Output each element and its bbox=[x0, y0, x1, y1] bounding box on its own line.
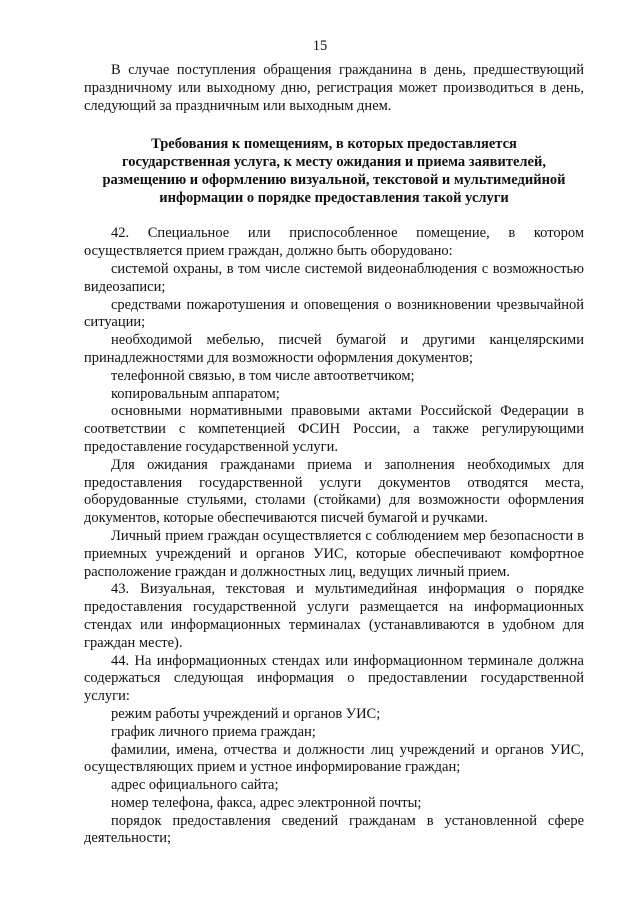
paragraph-43: 43. Визуальная, текстовая и мультимедийная информация о порядке предоставления государственной услуги размещается на информационных стендах или информационных терминалах (устанавливаются в удобном для граждан месте). bbox=[84, 581, 584, 651]
heading-line: информации о порядке предоставления такой услуги bbox=[159, 190, 509, 207]
list-item-furniture: необходимой мебелью, писчей бумагой и другими канцелярскими принадлежностями для возможности оформления документов; bbox=[84, 332, 584, 366]
heading-line: размещению и оформлению визуальной, текстовой и мультимедийной bbox=[102, 172, 566, 189]
list-item-reception-schedule: график личного приема граждан; bbox=[111, 723, 316, 740]
intro-paragraph: В случае поступления обращения гражданина в день, предшествующий праздничному или выходному дню, регистрация может производиться в день, следующий за праздничным или выходным днем. bbox=[84, 62, 584, 114]
list-item-fire: средствами пожаротушения и оповещения о возникновении чрезвычайной ситуации; bbox=[84, 296, 584, 331]
paragraph-waiting: Для ожидания гражданами приема и заполнения необходимых для предоставления государственной услуги документов отводятся места, оборудованные стульями, столами (стойками) для возможности оформления документов, которые обеспечиваются писчей бумагой и ручками. bbox=[84, 456, 584, 527]
section-heading bbox=[84, 135, 584, 207]
page-number: 15 bbox=[312, 38, 328, 54]
list-item-officials: фамилии, имена, отчества и должности лиц учреждений и органов УИС, осуществляющих прием и устное информирование граждан; bbox=[84, 741, 584, 776]
list-item-phone: телефонной связью, в том числе автоответчиком; bbox=[111, 367, 415, 384]
list-item-copier: копировальным аппаратом; bbox=[111, 385, 280, 402]
paragraph-42: 42. Специальное или приспособленное помещение, в котором осуществляется прием граждан, должно быть оборудовано: bbox=[84, 225, 584, 260]
paragraph-personal-reception: Личный прием граждан осуществляется с соблюдением мер безопасности в приемных учреждений и органов УИС, которые обеспечивают комфортное расположение граждан и должностных лиц, ведущих личный прием. bbox=[84, 527, 584, 580]
list-item-schedule: режим работы учреждений и органов УИС; bbox=[111, 705, 381, 722]
heading-line: государственная услуга, к месту ожидания и приема заявителей, bbox=[122, 154, 546, 171]
list-item-website: адрес официального сайта; bbox=[111, 777, 279, 794]
list-item-contacts: номер телефона, факса, адрес электронной почты; bbox=[111, 794, 422, 811]
list-item-security: системой охраны, в том числе системой видеонаблюдения с возможностью видеозаписи; bbox=[84, 260, 584, 295]
heading-line: Требования к помещениям, в которых предоставляется bbox=[151, 136, 517, 153]
paragraph-44: 44. На информационных стендах или информационном терминале должна содержаться следующая информация о предоставлении государственной услуги: bbox=[84, 652, 584, 705]
list-item-legal-acts: основными нормативными правовыми актами Российской Федерации в соответствии с компетенцией ФСИН России, а также регулирующими предоставление государственной услуги. bbox=[84, 403, 584, 455]
list-item-procedure: порядок предоставления сведений гражданам в установленной сфере деятельности; bbox=[84, 812, 584, 847]
page-body bbox=[84, 62, 584, 848]
